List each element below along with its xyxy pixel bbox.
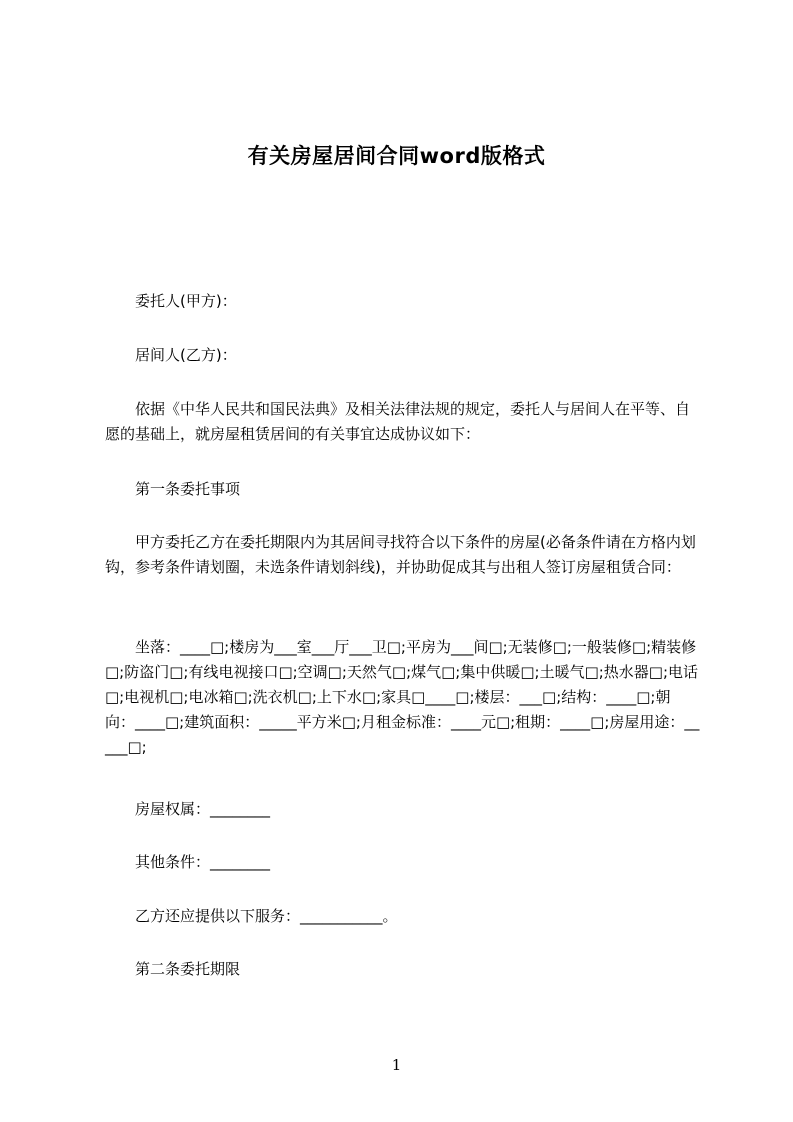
document-title: 有关房屋居间合同word版格式 [247, 144, 546, 168]
property-conditions-paragraph: 坐落：____□;楼房为___室___厅___卫□;平房为___间□;无装修□;一般装修□;精装修□;防盗门□;有线电视接口□;空调□;天然气□;煤气□;集中供暖□;土暖气□;热水器□;电话□;电视机□;电冰箱□;洗衣机□;上下水□;家具□____□;楼层：___□;结构：____□;朝向：____□;建筑面积：_____平方米□;月租金标准：____元□;租期：____□;房屋用途：_____□; [105, 638, 700, 756]
additional-services-line: 乙方还应提供以下服务：___________。 [135, 907, 398, 925]
property-ownership-line: 房屋权属：________ [135, 800, 271, 818]
article-2-heading: 第二条委托期限 [135, 960, 241, 978]
other-conditions-line: 其他条件：________ [135, 853, 271, 871]
intermediary-party-line: 居间人(乙方)： [135, 346, 237, 364]
article-1-body: 甲方委托乙方在委托期限内为其居间寻找符合以下条件的房屋(必备条件请在方格内划钩，参考条件请划圈，未选条件请划斜线)，并协助促成其与出租人签订房屋租赁合同： [105, 533, 696, 576]
page-number: 1 [391, 1056, 402, 1074]
client-party-line: 委托人(甲方)： [135, 292, 237, 310]
article-1-heading: 第一条委托事项 [135, 480, 241, 498]
preamble-paragraph: 依据《中华人民共和国民法典》及相关法律法规的规定，委托人与居间人在平等、自愿的基础上，就房屋租赁居间的有关事宜达成协议如下： [105, 400, 691, 443]
